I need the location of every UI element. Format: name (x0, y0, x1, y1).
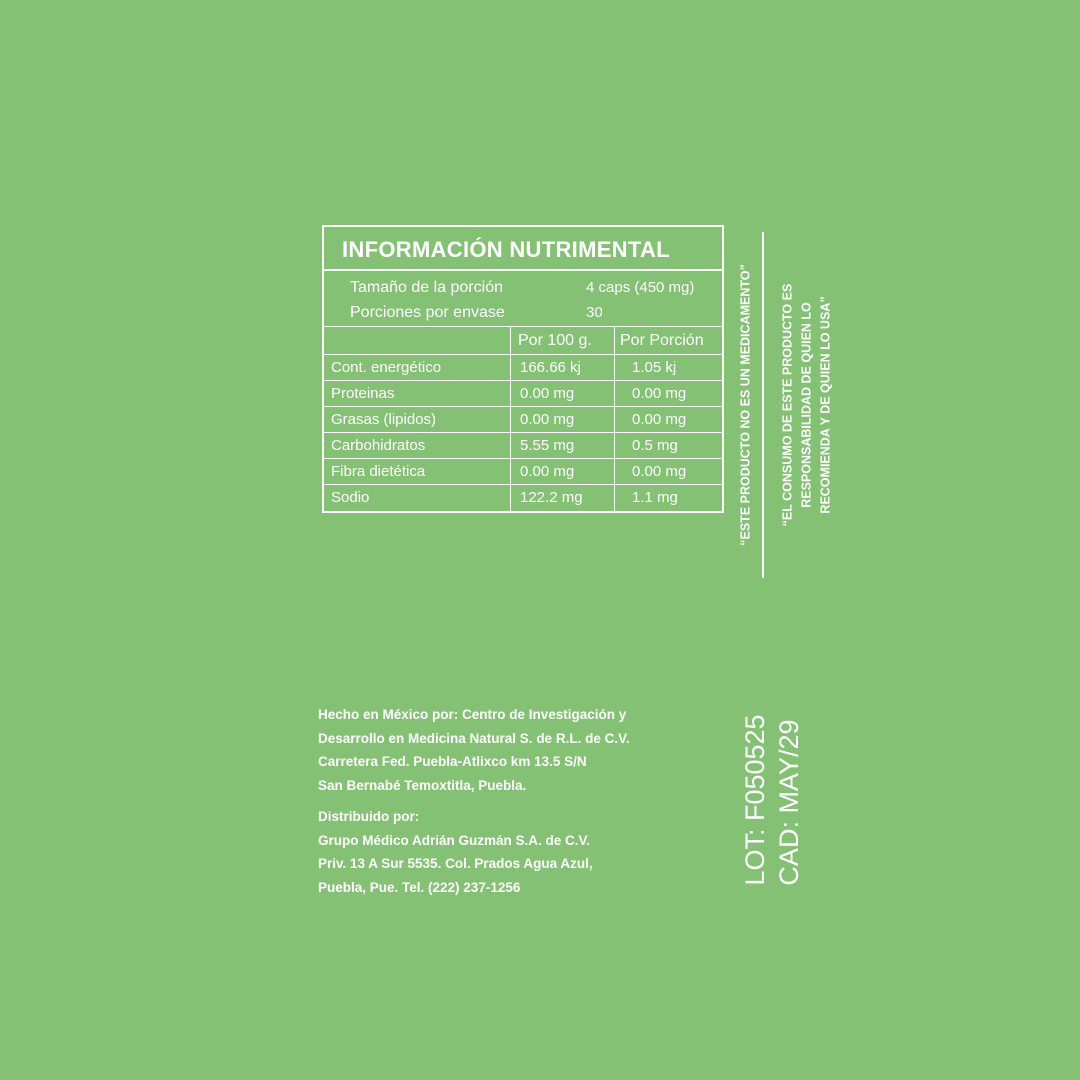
table-row (324, 459, 722, 485)
nutrient-perserving: 0.00 mg (632, 411, 687, 428)
manufacturer-line: Desarrollo en Medicina Natural S. de R.L. de C.V. (318, 730, 630, 746)
lot-number: LOT: F050525 (740, 714, 770, 886)
nutrient-per100: 122.2 mg (520, 489, 583, 506)
nutrient-per100: 166.66 kj (520, 359, 581, 376)
column-headers (324, 327, 722, 355)
nutrient-perserving: 0.00 mg (632, 385, 687, 402)
manufacturer-line: Carretera Fed. Puebla-Atlixco km 13.5 S/N (318, 754, 587, 769)
disclaimer-divider (762, 232, 764, 578)
manufacturer-info (318, 703, 738, 797)
distributor-line: Priv. 13 A Sur 5535. Col. Prados Agua Azul, (318, 856, 593, 871)
distributor-info (318, 805, 738, 899)
disclaimer-line: RECOMIENDA Y DE QUIEN LO USA” (818, 296, 833, 514)
disclaimer-line: “EL CONSUMO DE ESTE PRODUCTO ES (780, 283, 795, 527)
col-per100-header: Por 100 g. (518, 332, 592, 349)
manufacturer-line: San Bernabé Temoxtitla, Puebla. (318, 777, 527, 793)
lot-expiry-block (738, 714, 806, 885)
nutrition-table (322, 225, 724, 513)
servings-value: 30 (586, 304, 603, 321)
nutrient-perserving: 1.1 mg (632, 489, 678, 506)
nutrient-per100: 0.00 mg (520, 463, 575, 480)
expiry-date: CAD: MAY/29 (774, 719, 804, 886)
table-row (324, 355, 722, 381)
not-medicine-disclaimer: “ESTE PRODUCTO NO ES UN MEDICAMENTO” (738, 264, 753, 546)
table-row (324, 485, 722, 511)
nutrient-perserving: 1.05 kj (632, 359, 677, 376)
table-row (324, 381, 722, 407)
nutrition-title: INFORMACIÓN NUTRIMENTAL (324, 227, 722, 271)
nutrient-per100: 0.00 mg (520, 411, 575, 428)
nutrient-name: Cont. energético (331, 359, 442, 376)
nutrition-rows (324, 355, 722, 511)
col-perserving-header: Por Porción (620, 332, 704, 349)
nutrient-per100: 5.55 mg (520, 437, 575, 454)
nutrient-perserving: 0.5 mg (632, 437, 678, 454)
table-row (324, 433, 722, 459)
distributor-line: Puebla, Pue. Tel. (222) 237-1256 (318, 879, 521, 895)
distributor-label: Distribuido por: (318, 809, 420, 824)
serving-size-label: Tamaño de la porción (350, 279, 503, 296)
nutrient-perserving: 0.00 mg (632, 463, 687, 480)
disclaimer-line: RESPONSABILIDAD DE QUIEN LO (799, 302, 814, 508)
serving-info (324, 271, 722, 327)
serving-size-value: 4 caps (450 mg) (586, 279, 695, 296)
manufacturer-line: Hecho en México por: Centro de Investigación y (318, 707, 627, 722)
nutrient-name: Carbohidratos (331, 437, 426, 454)
distributor-line: Grupo Médico Adrián Guzmán S.A. de C.V. (318, 832, 591, 848)
nutrient-name: Grasas (lipidos) (331, 411, 437, 428)
nutrient-name: Proteinas (331, 385, 395, 402)
nutrient-name: Sodio (331, 489, 370, 506)
table-row (324, 407, 722, 433)
servings-label: Porciones por envase (350, 304, 505, 321)
nutrient-per100: 0.00 mg (520, 385, 575, 402)
nutrient-name: Fibra dietética (331, 463, 426, 480)
responsibility-disclaimer (779, 284, 836, 527)
